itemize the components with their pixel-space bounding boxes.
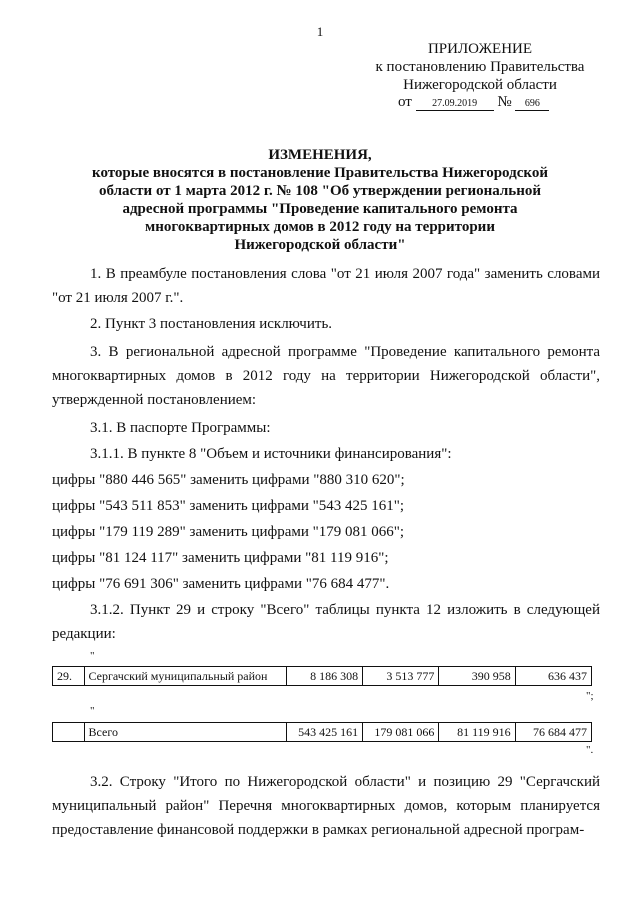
replacement-1: цифры "880 446 565" заменить цифрами "880 310 620";	[52, 472, 405, 488]
table-row	[53, 667, 592, 686]
quote-close-1: ";	[586, 690, 594, 702]
cell-value-1: 543 425 161	[286, 723, 362, 742]
cell-value-4: 76 684 477	[515, 723, 591, 742]
appendix-line-3: Нижегородской области	[403, 77, 557, 93]
number-label: №	[497, 94, 512, 110]
paragraph-3: 3. В региональной адресной программе "Проведение капитального ремонта многоквартирных домов в 2012 году на территории Нижегородской области", утвержденной постановлением:	[52, 344, 600, 408]
title-line-1: которые вносятся в постановление Правительства Нижегородской	[92, 165, 548, 181]
replacement-2: цифры "543 511 853" заменить цифрами "543 425 161";	[52, 498, 405, 514]
cell-value-4: 636 437	[515, 667, 591, 686]
replacement-5: цифры "76 691 306" заменить цифрами "76 684 477".	[52, 576, 390, 592]
replacement-3: цифры "179 119 289" заменить цифрами "179 081 066";	[52, 524, 405, 540]
paragraph-3-1-2: 3.1.2. Пункт 29 и строку "Всего" таблицы пункта 12 изложить в следующей редакции:	[52, 602, 600, 642]
appendix-title: ПРИЛОЖЕНИЕ	[427, 41, 533, 57]
quote-close-2: ".	[586, 744, 594, 756]
appendix-date-line	[398, 94, 549, 111]
paragraph-1: 1. В преамбуле постановления слова "от 21 июля 2007 года" заменить словами "от 21 июля 2007 г.".	[52, 266, 600, 306]
cell-value-3: 81 119 916	[439, 723, 515, 742]
cell-value-3: 390 958	[439, 667, 515, 686]
table-row	[53, 723, 592, 742]
appendix-header	[330, 40, 630, 94]
cell-value-2: 179 081 066	[363, 723, 439, 742]
title-line-2: области от 1 марта 2012 г. № 108 "Об утверждении региональной	[98, 183, 541, 199]
from-label: от	[398, 94, 412, 110]
appendix-date: 27.09.2019	[416, 98, 494, 111]
quote-open-1: "	[90, 650, 95, 662]
paragraph-3-1-1: 3.1.1. В пункте 8 "Объем и источники финансирования":	[90, 446, 452, 462]
paragraph-3-1: 3.1. В паспорте Программы:	[90, 420, 271, 436]
cell-value-2: 3 513 777	[363, 667, 439, 686]
title-line-4: многоквартирных домов в 2012 году на территории	[145, 219, 495, 235]
title-line-5: Нижегородской области"	[234, 237, 406, 253]
document-title	[60, 146, 580, 254]
table-row-29	[52, 666, 592, 686]
cell-no: 29.	[53, 667, 85, 686]
table-total	[52, 722, 592, 742]
title-heading: ИЗМЕНЕНИЯ,	[268, 147, 372, 163]
title-line-3: адресной программы "Проведение капитального ремонта	[122, 201, 518, 217]
appendix-line-2: к постановлению Правительства	[375, 59, 585, 75]
paragraph-2: 2. Пункт 3 постановления исключить.	[90, 316, 333, 332]
quote-open-2: "	[90, 705, 95, 717]
cell-name: Сергачский муниципальный район	[84, 667, 286, 686]
page-number: 1	[316, 24, 324, 39]
replacement-4: цифры "81 124 117" заменить цифрами "81 119 916";	[52, 550, 389, 566]
appendix-number: 696	[515, 98, 549, 111]
cell-value-1: 8 186 308	[286, 667, 362, 686]
cell-no	[53, 723, 85, 742]
paragraph-3-2: 3.2. Строку "Итого по Нижегородской области" и позицию 29 "Сергачский муниципальный район" Перечня многоквартирных домов, которым планируется предоставление финансовой поддержки в рамках региональной адресной програм-	[52, 774, 600, 838]
cell-name: Всего	[84, 723, 286, 742]
